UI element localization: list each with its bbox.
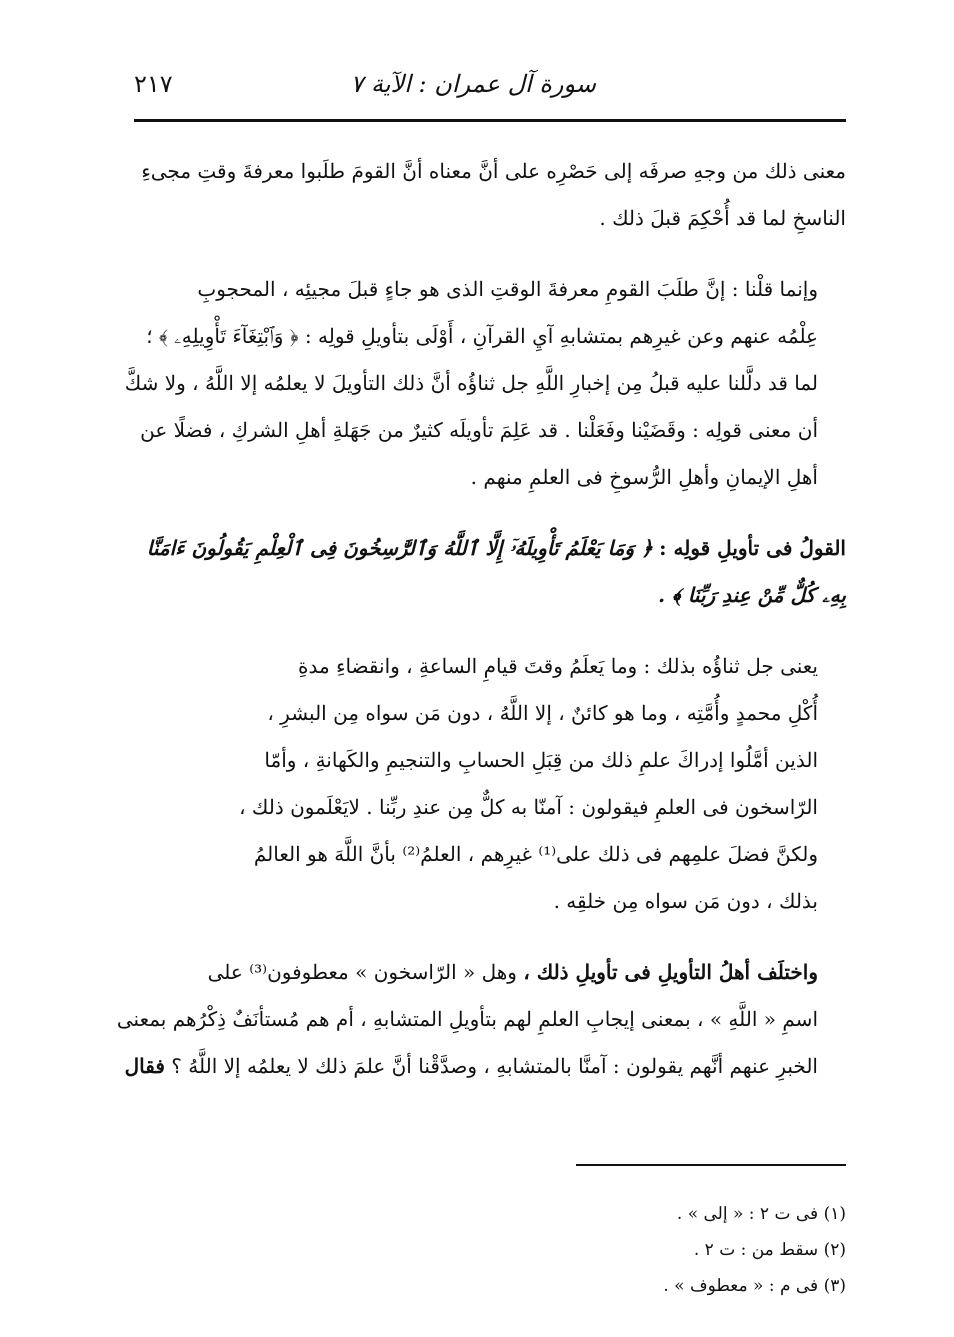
text-line: وإنما قلْنا : إنَّ طلَبَ القومِ معرفةَ الوقتِ الذى هو جاءٍ قبلَ مجيئِه ، المحجوبِ bbox=[197, 277, 818, 301]
verse-heading-line bbox=[134, 525, 846, 572]
footnotes bbox=[446, 1196, 846, 1304]
text-line: أهلِ الإيمانِ وأهلِ الرُّسوخِ فى العلمِ منهم . bbox=[470, 465, 818, 489]
quran-verse-end: بِهِۦ كُلٌّ مِّنْ عِندِ رَبِّنَا ﴾ . bbox=[658, 583, 846, 607]
verse-end-line bbox=[134, 572, 846, 619]
footnote: (٣) فى م : « معطوف » . bbox=[663, 1276, 846, 1296]
footnote: (٢) سقط من : ت ٢ . bbox=[693, 1240, 846, 1260]
text-line: الرّاسخون فى العلمِ فيقولون : آمنّا به كلٌّ مِن عندِ ربِّنا . لايَعْلَمون ذلك ، bbox=[239, 795, 818, 819]
text-line bbox=[134, 949, 846, 996]
page-header bbox=[134, 66, 846, 110]
text-line: يعنى جل ثناؤُه بذلك : وما يَعلَمُ وقتَ قيامِ الساعةِ ، وانقضاءِ مدةِ bbox=[298, 654, 818, 678]
text-line: اسمِ « اللَّهِ » ، بمعنى إيجابِ العلمِ لهم بتأويلِ المتشابهِ ، أم هم مُستأنَفٌ ذِكْرُهم بمعنى bbox=[116, 1007, 818, 1031]
text-line: لما قد دلَّلنا عليه قبلُ مِن إخبارِ اللَّهِ جل ثناؤُه أنَّ ذلك التأويلَ لا يعلمُه إلا اللَّهُ ، ولا شكَّ bbox=[124, 371, 818, 395]
page-number: ٢١٧ bbox=[134, 70, 173, 98]
text-line: ولكنَّ فضلَ علمِهم فى ذلك على⁽¹⁾ غيرِهم ، العلمُ⁽²⁾ بأنَّ اللَّهَ هو العالمُ bbox=[253, 842, 818, 866]
text-line: أن معنى قولِه : وقَضَيْنا وفَعَلْنا . قد عَلِمَ تأويلَه كثيرٌ من جَهَلةِ أهلِ الشركِ ، فضلًا عن bbox=[140, 418, 818, 442]
text-line bbox=[124, 1043, 846, 1090]
text-line: عِلْمُه عنهم وعن غيرِهم بمتشابهِ آيِ القرآنِ ، أَوْلَى بتأويلِ قولِه : ﴿ وَٱبْتِغَآءَ تَأْوِيلِهِۦ ﴾ ؛ bbox=[146, 324, 818, 348]
header-rule bbox=[134, 119, 846, 122]
text-line: الذين أمَّلُوا إدراكَ علمِ ذلك من قِبَلِ الحسابِ والتنجيمِ والكَهانةِ ، وأمّا bbox=[264, 748, 818, 772]
paragraph-1 bbox=[134, 148, 846, 242]
text-run: الخبرِ عنهم أنَّهم يقولون : آمنَّا بالمتشابهِ ، وصدَّقْنا أنَّ علمَ ذلك لا يعلمُه إلا اللَّهُ ؟ bbox=[171, 1054, 818, 1078]
section-heading: القولُ فى تأويلِ قولِه : bbox=[659, 536, 846, 560]
text-line: أُكْلِ محمدٍ وأُمَّتِه ، وما هو كائنٌ ، إلا اللَّهُ ، دون مَن سواه مِن البشرِ ، bbox=[267, 701, 818, 725]
text-run: وهل « الرّاسخون » معطوفون⁽³⁾ على bbox=[207, 960, 517, 984]
footnote: (١) فى ت ٢ : « إلى » . bbox=[676, 1204, 846, 1224]
text-line: معنى ذلك من وجهِ صرفَه إلى حَصْرِه على أنَّ معناه أنَّ القومَ طلَبوا معرفةَ وقتِ مجىءِ bbox=[141, 159, 846, 183]
section-heading: واختلَف أهلُ التأويلِ فى تأويلِ ذلك ، bbox=[523, 960, 818, 984]
running-title: سورة آل عمران : الآية ٧ bbox=[350, 70, 596, 98]
paragraph-2 bbox=[124, 266, 846, 501]
text-line: الناسخِ لما قد أُحْكِمَ قبلَ ذلك . bbox=[599, 206, 846, 230]
text-line: بذلك ، دون مَن سواه مِن خلقِه . bbox=[553, 889, 818, 913]
footnote-rule bbox=[576, 1164, 846, 1166]
verse-heading-paragraph bbox=[134, 525, 846, 619]
paragraph-4 bbox=[116, 949, 846, 1090]
trailing-bold-word: فقال bbox=[124, 1054, 165, 1078]
main-text bbox=[116, 148, 846, 1114]
quran-verse: ﴿ وَمَا يَعْلَمُ تَأْوِيلَهُۥٓ إِلَّا ٱللَّهُ وَٱلرَّٰسِخُونَ فِى ٱلْعِلْمِ يَقُولُونَ ءَامَنَّا bbox=[146, 536, 653, 560]
paragraph-3 bbox=[134, 643, 846, 925]
